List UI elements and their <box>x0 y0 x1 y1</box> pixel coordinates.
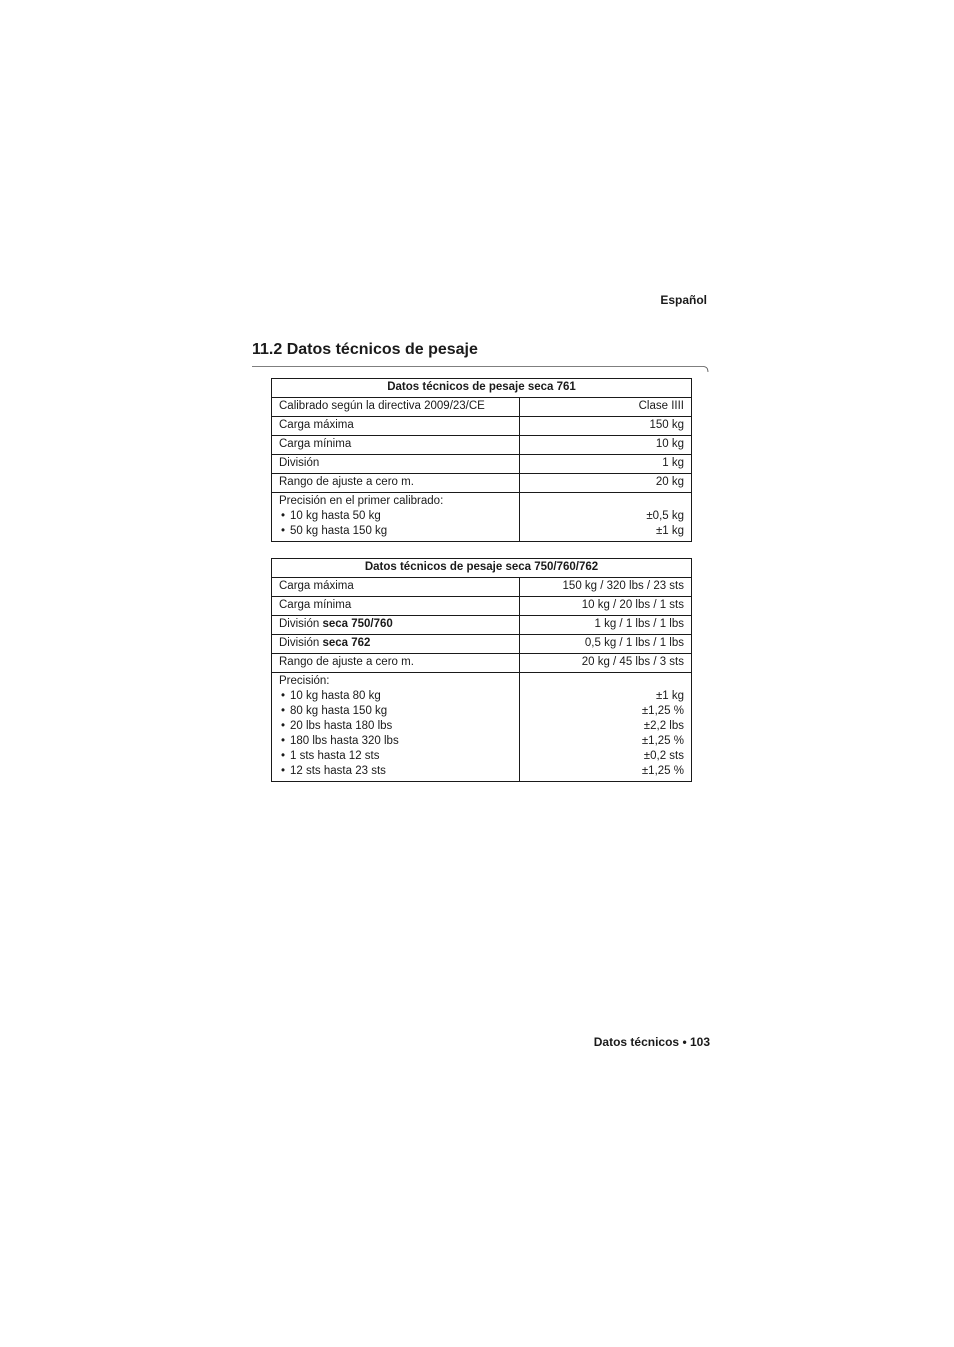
model-name: seca 750/760 <box>322 618 393 630</box>
list-item: • 180 lbs hasta 320 lbs <box>279 734 512 749</box>
precision-value: ±2,2 lbs <box>643 720 684 732</box>
precision-range-list <box>279 689 512 779</box>
precision-value: ±1 kg <box>655 525 685 537</box>
row-label <box>272 616 520 635</box>
row-value: 10 kg / 20 lbs / 1 sts <box>520 597 692 616</box>
table-row <box>272 398 692 417</box>
row-label: Rango de ajuste a cero m. <box>272 654 520 673</box>
row-value: 0,5 kg / 1 lbs / 1 lbs <box>520 635 692 654</box>
division-label: División <box>279 618 320 630</box>
division-label: División <box>279 637 320 649</box>
language-label: Español <box>660 293 707 307</box>
model-name: seca 762 <box>322 637 371 649</box>
row-label: División <box>272 455 520 474</box>
list-item: • 20 lbs hasta 180 lbs <box>279 719 512 734</box>
table-row <box>272 635 692 654</box>
table-title: Datos técnicos de pesaje seca 761 <box>272 379 692 398</box>
page-footer: Datos técnicos • 103 <box>593 1035 710 1049</box>
table-row <box>272 417 692 436</box>
row-label: Carga mínima <box>272 597 520 616</box>
table-row <box>272 578 692 597</box>
row-label: Calibrado según la directiva 2009/23/CE <box>272 398 520 417</box>
precision-label: Precisión en el primer calibrado: <box>279 495 444 507</box>
row-label <box>272 635 520 654</box>
title-rule <box>252 362 710 374</box>
list-item: • 10 kg hasta 50 kg <box>279 509 512 524</box>
row-label: Rango de ajuste a cero m. <box>272 474 520 493</box>
row-label: Carga máxima <box>272 578 520 597</box>
precision-cell <box>272 673 520 782</box>
row-value: Clase IIII <box>520 398 692 417</box>
row-value: 20 kg <box>520 474 692 493</box>
row-value: 20 kg / 45 lbs / 3 sts <box>520 654 692 673</box>
precision-value: ±1,25 % <box>641 765 684 777</box>
section-title: 11.2 Datos técnicos de pesaje <box>252 341 478 358</box>
precision-values-cell <box>520 673 692 782</box>
row-value: 150 kg <box>520 417 692 436</box>
precision-cell <box>272 493 520 542</box>
table-title: Datos técnicos de pesaje seca 750/760/762 <box>272 559 692 578</box>
list-item: • 10 kg hasta 80 kg <box>279 689 512 704</box>
spec-table-seca-750-760-762 <box>271 558 692 782</box>
table-header-row <box>272 379 692 398</box>
row-label: Carga máxima <box>272 417 520 436</box>
table-header-row <box>272 559 692 578</box>
row-value: 150 kg / 320 lbs / 23 sts <box>520 578 692 597</box>
precision-value: ±0,5 kg <box>646 510 685 522</box>
table-row <box>272 654 692 673</box>
table-row <box>272 436 692 455</box>
precision-values-cell <box>520 493 692 542</box>
precision-value: ±1,25 % <box>641 705 684 717</box>
list-item: • 80 kg hasta 150 kg <box>279 704 512 719</box>
list-item: • 50 kg hasta 150 kg <box>279 524 512 539</box>
list-item: • 1 sts hasta 12 sts <box>279 749 512 764</box>
list-item: • 12 sts hasta 23 sts <box>279 764 512 779</box>
row-value: 1 kg <box>520 455 692 474</box>
precision-value: ±1,25 % <box>641 735 684 747</box>
table-row <box>272 616 692 635</box>
table-row <box>272 455 692 474</box>
row-label: Carga mínima <box>272 436 520 455</box>
precision-value: ±1 kg <box>655 690 684 702</box>
table-row <box>272 474 692 493</box>
table-row <box>272 597 692 616</box>
precision-label: Precisión: <box>279 675 330 687</box>
table-row-precision <box>272 673 692 782</box>
precision-value: ±0,2 sts <box>643 750 684 762</box>
row-value: 10 kg <box>520 436 692 455</box>
row-value: 1 kg / 1 lbs / 1 lbs <box>520 616 692 635</box>
spec-table-seca-761 <box>271 378 692 542</box>
precision-range-list <box>279 509 512 539</box>
table-row-precision <box>272 493 692 542</box>
